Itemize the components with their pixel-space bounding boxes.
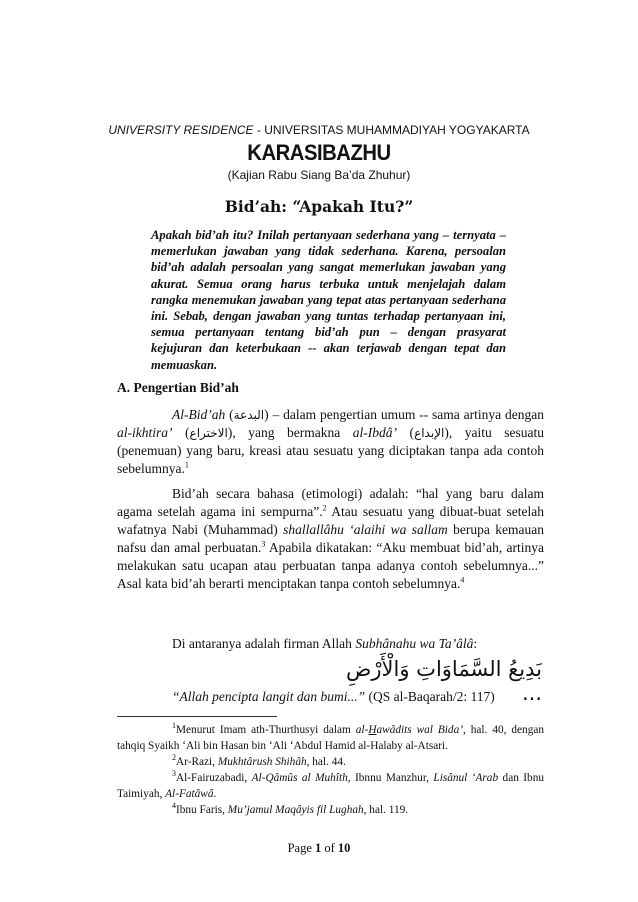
- footnote-1: $^1$Menurut Imam ath-Thurthusyi dalam al-Hawâdits wal Bida’, hal. 40, dengan tahqiq Syaikh ‘Ali bin Hasan bin ‘Ali ‘Abdul Hamid al-Halaby al-Atsari.: [117, 721, 545, 752]
- abstract: Apakah bid’ah itu? Inilah pertanyaan sederhana yang – ternyata – memerlukan jawaban yang tidak sederhana. Karena, persoalan bid’ah adalah persoalan yang sangat memerlukan jawaban yang akurat. Semua orang harus terbuka untuk menjelajah dalam rangka menemukan jawaban yang tepat atas pertanyaan sederhana ini. Sebab, dengan jawaban yang tuntas terhadap pertanyaan ini, semua pertanyaan tentang bid’ah pun – dengan prasyarat kejujuran dan keterbukaan -- akan terjawab dengan tepat dan memuaskan.: [151, 228, 506, 372]
- paragraph-verse-intro: Di antaranya adalah firman Allah Subhânahu wa Ta’âlâ:: [172, 636, 478, 651]
- section-heading: A. Pengertian Bid’ah: [117, 380, 239, 395]
- footnote-divider: [117, 716, 277, 717]
- footnote-2: $^2$Ar-Razi, Mukhtârush Shihâh, hal. 44.: [172, 753, 346, 768]
- document-header: [0, 123, 638, 137]
- footnote-ref[interactable]: 4: [460, 575, 465, 585]
- footnote-ref[interactable]: 3: [261, 539, 266, 549]
- footnote-4: $^4$Ibnu Faris, Mu’jamul Maqâyis fil Lughah, hal. 119.: [172, 801, 409, 816]
- university-label: - UNIVERSITAS MUHAMMADIYAH YOGYAKARTA: [256, 123, 530, 137]
- residence-label: UNIVERSITY RESIDENCE: [108, 123, 254, 137]
- footnote-ref[interactable]: 2: [322, 503, 327, 513]
- verse-translation: “Allah pencipta langit dan bumi...” (QS al-Baqarah/2: 117): [172, 689, 495, 704]
- arabic-term: الاختراع: [189, 426, 228, 440]
- arabic-term: البدعة: [233, 408, 265, 422]
- paragraph-definition: Al-Bid’ah (البدعة) – dalam pengertian umum -- sama artinya dengan al-ikhtira’ (الاختراع), yang bermakna al-Ibdâ’ (الإبداع), yaitu sesuatu (penemuan) yang baru, kreasi atau sesuatu yang diciptakan tanpa ada contoh sebelumnya.$^1$: [117, 407, 545, 476]
- series-title: KARASIBAZHU: [247, 140, 391, 165]
- footnote-ref[interactable]: 1: [184, 460, 189, 470]
- page-number: Page 1 of 10: [287, 841, 351, 855]
- article-title: Bid’ah: “Apakah Itu?”: [224, 197, 414, 216]
- arabic-term: الإبداع: [414, 426, 445, 440]
- paragraph-etymology: Bid’ah secara bahasa (etimologi) adalah: “hal yang baru dalam agama setelah agama ini sempurna”.$^2$ Atau sesuatu yang dibuat-buat setelah wafatnya Nabi (Muhammad) shallallâhu ‘alaihi wa sallam berupa kemauan nafsu dan amal perbuatan.$^3$ Apabila dikatakan: “Aku membuat bid’ah, artinya melakukan satu ucapan atau perbuatan tanpa adanya contoh sebelumnya...” Asal kata bid’ah berarti menciptakan tanpa contoh sebelumnya.$^4$: [117, 486, 544, 591]
- arabic-verse: بَدِيعُ السَّمَاوَاتِ وَالْأَرْضِ ...: [346, 657, 542, 705]
- footnote-3: $^3$Al-Fairuzabadi, Al-Qâmûs al Muhîth, Ibnnu Manzhur, Lisânul ‘Arab dan Ibnu Taimiyah, Al-Fatâwâ.: [117, 769, 544, 800]
- series-subtitle: (Kajian Rabu Siang Ba’da Zhuhur): [227, 168, 411, 182]
